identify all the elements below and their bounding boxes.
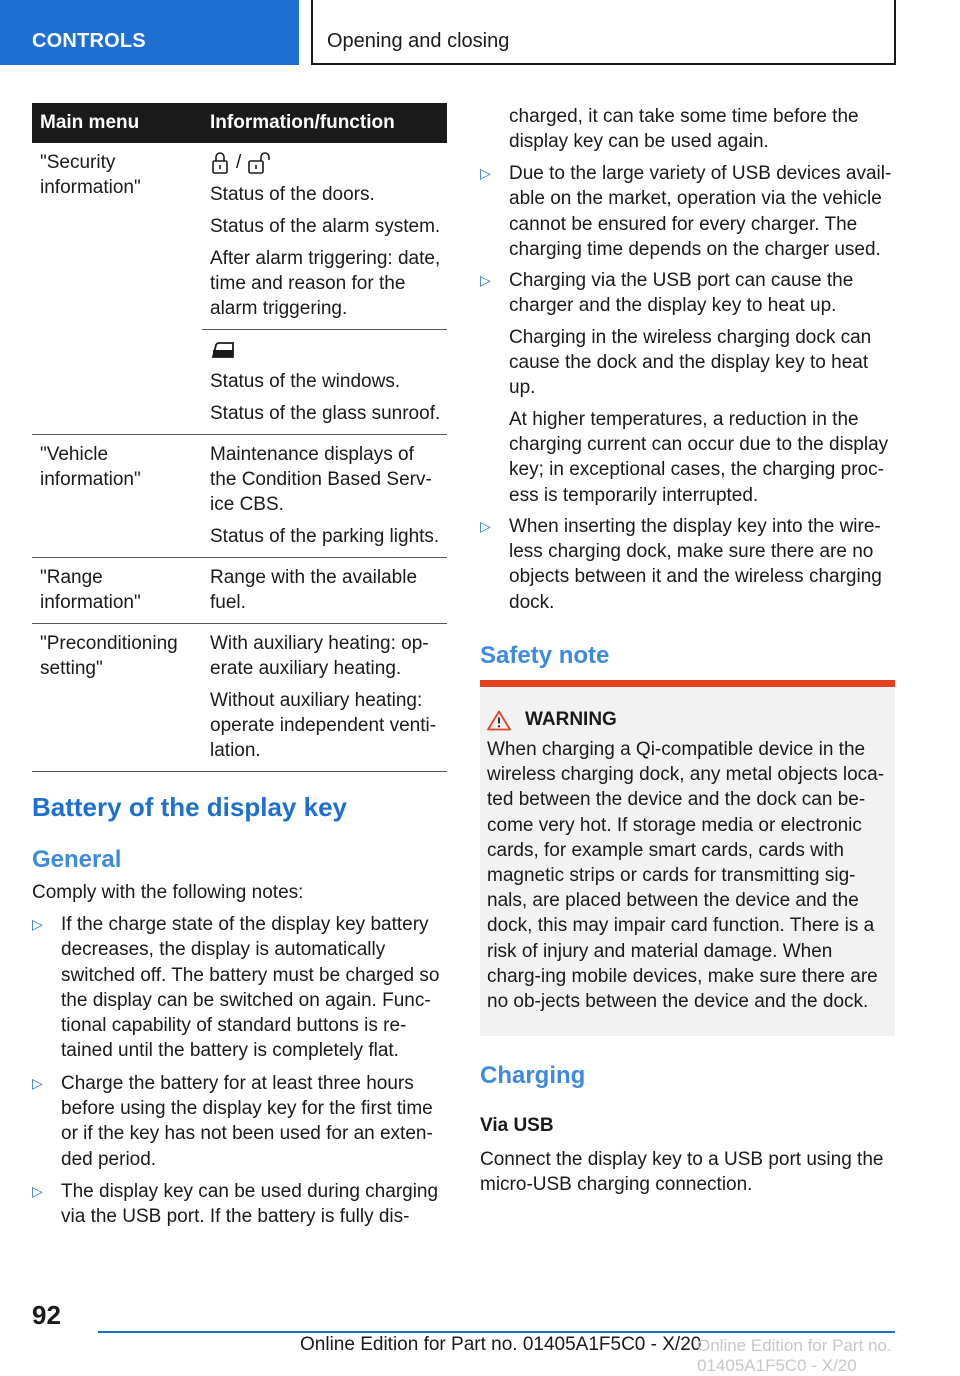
column-header-information: Information/function (210, 112, 395, 133)
table-row (32, 435, 447, 558)
bullet-triangle-icon: ▷ (32, 916, 43, 932)
info-text: Status of the parking lights. (210, 526, 440, 547)
warning-text: When charging a Qi-compatible device in the wireless charging dock, any metal objects loca-ted between the device and the dock can be-come very hot. If storage media or electronic cards, for example smart cards, cards with magnetic strips or cards for transmitting sig-nals, are placed between the device and the dock, this may impair card function. There is a risk of injury and material damage. When charg-ing mobile devices, make sure there are no ob-jects between the device and the dock. (487, 739, 885, 1013)
watermark: Online Edition for Part no. 01405A1F5C0 - X/20 (697, 1336, 892, 1375)
warning-triangle-icon (487, 710, 511, 731)
list-item: ▷ When inserting the display key into the wire-less charging dock, make sure there are no objects between it and the wireless charging dock. (480, 515, 882, 613)
page-number: 92 (32, 1300, 61, 1330)
info-text: Without auxiliary heating: operate independent venti-lation. (210, 690, 437, 761)
charging-notes-list (480, 161, 895, 621)
warning-label: WARNING (525, 709, 617, 730)
info-text: After alarm triggering: date, time and reason for the alarm triggering. (210, 248, 441, 319)
list-item: ▷ Charge the battery for at least three hours before using the display key for the first time or if the key has not been used for an exten-ded period. (32, 1072, 433, 1170)
row-menu-label: "Preconditioning setting" (40, 633, 178, 679)
list-item: ▷ Charging via the USB port can cause the charger and the display key to heat up. Charging in the wireless charging dock can cause the dock and the display key to heat up. At higher temperatures, a reduction in the charging current can occur due to the display key; in exceptional cases, the charging proc-ess is temporarily interrupted. (480, 270, 889, 506)
column-header-main-menu: Main menu (40, 112, 140, 133)
battery-notes-list (32, 912, 450, 1236)
usb-text: Connect the display key to a USB port using the micro-USB charging connection. (480, 1149, 884, 1196)
row-menu-label: "Security information" (40, 152, 141, 198)
list-item: ▷ The display key can be used during charging via the USB port. If the battery is fully dis- (32, 1180, 439, 1228)
bullet-triangle-icon: ▷ (480, 272, 491, 289)
safety-heading: Safety note (480, 642, 610, 669)
table-row (32, 143, 447, 435)
table-header (32, 103, 447, 143)
lock-closed-icon (210, 151, 230, 175)
table-row (32, 624, 447, 772)
info-text: Range with the available fuel. (210, 567, 418, 613)
section-title: CONTROLS (32, 30, 146, 52)
bullet-triangle-icon: ▷ (480, 165, 491, 181)
continued-text: charged, it can take some time before the display key can be used again. (509, 106, 859, 153)
info-text: Status of the alarm system. (210, 216, 441, 237)
subsection-heading: General (32, 846, 122, 873)
intro-text: Comply with the following notes: (32, 882, 304, 903)
row-menu-label: "Vehicle information" (40, 444, 141, 490)
info-text: With auxiliary heating: op-erate auxiliary heating. (210, 633, 429, 679)
row-menu-label: "Range information" (40, 567, 141, 613)
info-text: Maintenance displays of the Condition Based Serv-ice CBS. (210, 444, 432, 515)
charging-heading: Charging (480, 1062, 586, 1089)
chapter-header (311, 0, 896, 65)
info-text: Status of the windows. (210, 371, 401, 392)
list-item: ▷ Due to the large variety of USB devices avail-able on the market, operation via the vehicle cannot be ensured for every charger. The charging time depends on the charger used. (480, 163, 892, 260)
lock-open-icon (247, 151, 275, 175)
footer-edition: Online Edition for Part no. 01405A1F5C0 - X/20 (300, 1334, 702, 1355)
icon-separator: / (236, 152, 242, 173)
bullet-triangle-icon: ▷ (480, 517, 491, 534)
table-row (32, 558, 447, 624)
info-text: Status of the doors. (210, 184, 375, 205)
info-text: Status of the glass sunroof. (210, 403, 441, 424)
bullet-triangle-icon: ▷ (32, 1182, 43, 1199)
warning-box (480, 680, 895, 1036)
usb-subheading: Via USB (480, 1115, 554, 1136)
window-icon (210, 340, 236, 360)
menu-table (32, 103, 447, 772)
bullet-triangle-icon: ▷ (32, 1074, 43, 1091)
section-tab[interactable] (0, 0, 299, 65)
list-item: ▷ If the charge state of the display key battery decreases, the display is automatically switched off. The battery must be charged so the display can be switched on again. Func-tional capability of standard buttons is re-tained until the battery is completely flat. (32, 914, 440, 1062)
section-heading: Battery of the display key (32, 792, 347, 822)
footer-divider (98, 1331, 895, 1333)
chapter-title: Opening and closing (327, 30, 510, 52)
